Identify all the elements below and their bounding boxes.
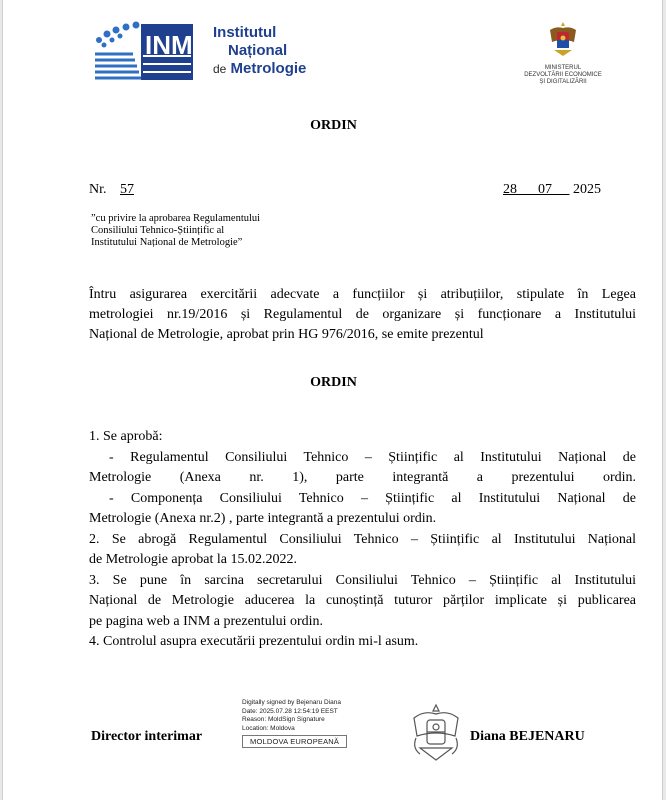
order-heading: ORDIN <box>310 375 357 390</box>
moldova-coat-of-arms-icon <box>548 20 578 58</box>
order-subject <box>91 213 260 249</box>
preamble-paragraph <box>89 285 636 345</box>
item-3-line2: Național de Metrologie aducerea la cunoștință tuturor părților implicate și publicarea <box>89 593 636 608</box>
institute-line1: Institutul <box>213 24 277 41</box>
item-1b-line2: Metrologie (Anexa nr.2) , parte integrantă a prezentului ordin. <box>89 511 437 526</box>
order-number-label: Nr. <box>89 182 107 197</box>
ministry-logo <box>513 20 613 86</box>
institute-line3: Metrologie <box>230 60 307 77</box>
preamble-line3: Național de Metrologie, aprobat prin HG 976/2016, se emite prezentul <box>89 327 484 342</box>
ministry-line2: DEZVOLTĂRII ECONOMICE <box>524 72 602 78</box>
item-2-line1: 2. Se abrogă Regulamentul Consiliului Tehnico – Științific al Institutului Național <box>89 531 636 547</box>
digital-reason: Reason: MoldSign Signature <box>242 716 325 724</box>
ministry-line3: ȘI DIGITALIZĂRII <box>539 79 587 85</box>
item-1a-line2: Metrologie (Anexa nr. 1), parte integrantă a prezentului ordin. <box>89 470 636 485</box>
inm-logo <box>93 20 323 84</box>
item-1-heading: 1. Se aprobă: <box>89 429 163 444</box>
order-number-value: 57 <box>120 182 134 197</box>
preamble-line1: Întru asigurarea exercitării adecvate a funcțiilor și atribuțiilor, stipulate în Legea <box>89 287 636 302</box>
inm-logo-letters <box>93 20 211 84</box>
institute-name <box>213 24 306 78</box>
digital-location: Location: Moldova <box>242 724 295 732</box>
item-3-line3: pe pagina web a INM a prezentului ordin. <box>89 613 324 629</box>
date-year: 2025 <box>573 182 601 197</box>
subject-line2: Consiliului Tehnico-Științific al <box>91 225 225 236</box>
item-3-line1: 3. Se pune în sarcina secretarului Consiliului Tehnico – Științific al Institutului <box>89 572 636 588</box>
document-title: ORDIN <box>310 118 357 133</box>
digital-signed-by: Digitally signed by Bejenaru Diana <box>242 699 342 706</box>
order-number <box>89 182 134 198</box>
item-1a-line1: - Regulamentul Consiliului Tehnico – Științific al Institutului Național de <box>109 449 636 465</box>
order-date <box>503 182 601 198</box>
signer-name: Diana BEJENARU <box>470 729 585 744</box>
document-page <box>2 0 663 800</box>
institute-prefix: de <box>213 62 227 76</box>
date-month: 07 <box>538 182 552 197</box>
coat-of-arms-signature-icon <box>410 702 462 766</box>
institute-line2: Național <box>228 42 288 59</box>
digital-date: Date: 2025.07.28 12:54:19 EEST <box>242 707 338 715</box>
inm-letters: INM <box>145 30 193 60</box>
digital-signature <box>242 699 402 748</box>
preamble-line2: metrologiei nr.19/2016 și Regulamentul de organizare și funcționare a Institutului <box>89 307 636 322</box>
item-4: 4. Controlul asupra executării prezentului ordin mi-l asum. <box>89 634 419 649</box>
ministry-line1: MINISTERUL <box>544 65 582 71</box>
date-day: 28 <box>503 182 517 197</box>
item-2-line2: de Metrologie aprobat la 15.02.2022. <box>89 552 298 567</box>
subject-line3: Institutului Național de Metrologie” <box>91 237 243 248</box>
subject-line1: ”cu privire la aprobarea Regulamentului <box>91 213 261 224</box>
order-items <box>89 427 636 653</box>
signature-badge: MOLDOVA EUROPEANĂ <box>242 735 347 748</box>
signatory-position: Director interimar <box>91 729 203 744</box>
item-1b-line1: - Componența Consiliului Tehnico – Științific al Institutului Național de <box>109 490 636 506</box>
